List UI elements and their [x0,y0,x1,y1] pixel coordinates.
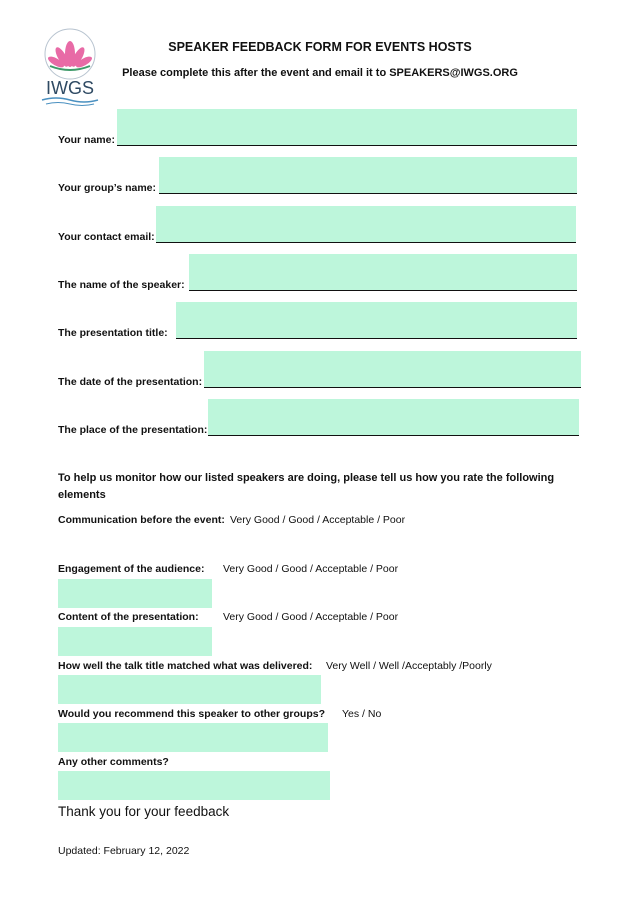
engagement-label: Engagement of the audience: [58,563,205,575]
speaker-name-underline [189,290,577,291]
title-match-label: How well the talk title matched what was delivered: [58,660,313,672]
group-name-underline [159,193,577,194]
your-name-field[interactable] [117,109,577,145]
title-match-options[interactable]: Very Well / Well /Acceptably /Poorly [326,660,492,672]
content-answer-field[interactable] [58,579,212,608]
logo-acronym: IWGS [46,78,94,98]
speaker-name-label: The name of the speaker: [58,279,185,291]
comments-prefill-field[interactable] [58,723,328,752]
presentation-date-underline [204,387,581,388]
comments-label: Any other comments? [58,756,169,768]
presentation-title-field[interactable] [176,302,577,338]
communication-options[interactable]: Very Good / Good / Acceptable / Poor [230,514,406,526]
presentation-title-underline [176,338,577,339]
group-name-label: Your group’s name: [58,182,157,194]
ratings-intro: To help us monitor how our listed speakers are doing, please tell us how you rate the following elements [58,472,555,501]
thank-you-text: Thank you for your feedback [58,804,230,819]
form-title: SPEAKER FEEDBACK FORM FOR EVENTS HOSTS [168,40,472,54]
presentation-place-field[interactable] [208,399,579,435]
contact-email-label: Your contact email: [58,231,155,243]
your-name-label: Your name: [58,134,115,146]
recommend-options[interactable]: Yes / No [342,708,382,720]
content-options[interactable]: Very Good / Good / Acceptable / Poor [223,611,399,623]
recommend-answer-field[interactable] [58,675,321,704]
contact-email-underline [156,242,576,243]
presentation-date-label: The date of the presentation: [58,376,203,388]
group-name-field[interactable] [159,157,577,193]
communication-label: Communication before the event: [58,514,225,526]
presentation-place-label: The place of the presentation: [58,424,208,436]
content-label: Content of the presentation: [58,611,199,623]
recommend-label: Would you recommend this speaker to other groups? [58,708,326,720]
form-subtitle: Please complete this after the event and email it to SPEAKERS@IWGS.ORG [122,67,518,79]
your-name-underline [117,145,577,146]
presentation-title-label: The presentation title: [58,327,168,339]
speaker-name-field[interactable] [189,254,577,290]
presentation-date-field[interactable] [204,351,581,387]
engagement-options[interactable]: Very Good / Good / Acceptable / Poor [223,563,399,575]
comments-field[interactable] [58,771,330,800]
contact-email-field[interactable] [156,206,576,242]
logo-ring-text [102,26,103,27]
presentation-place-underline [208,435,579,436]
title-match-answer-field[interactable] [58,627,212,656]
updated-date: Updated: February 12, 2022 [58,845,190,857]
